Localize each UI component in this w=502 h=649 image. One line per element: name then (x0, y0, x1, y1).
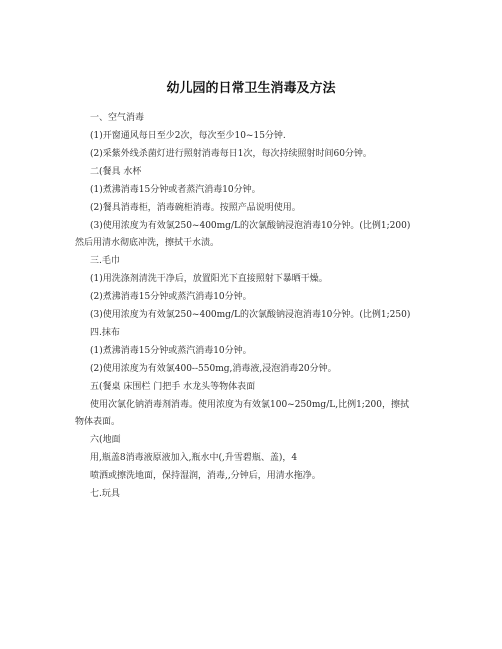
paragraph-line: (3)使用浓度为有效氯250~400mg/L的次氯酸钠浸泡消毒10分钟。(比例1;250) (90, 310, 411, 320)
paragraph-line: 物体表面。 (75, 417, 121, 427)
paragraph-line: (1)用洗涤剂清洗干净后，放置阳光下直接照射下暴晒干燥。 (90, 274, 328, 284)
section-heading-tableware: 二(餐具 水杯 (90, 167, 142, 177)
section-heading-rag: 四.抹布 (90, 328, 120, 338)
paragraph-line: (3)使用浓度为有效氯250~400mg/L的次氯酸钠浸泡消毒10分钟。(比例1;200) (90, 221, 411, 231)
paragraph-line: 喷洒或擦洗地面，保持湿润，消毒,,分钟后，用清水拖净。 (90, 471, 321, 481)
paragraph-line: (2)使用浓度为有效氯400--550mg,消毒液,浸泡消毒20分钟。 (90, 364, 337, 374)
paragraph-line: (2)采紫外线杀菌灯进行照射消毒每日1次，每次持续照射时间60分钟。 (90, 149, 372, 159)
paragraph-line: 用,瓶盖8消毒液原液加入,瓶水中(,升雪碧瓶、盖)，4 (90, 453, 298, 463)
section-heading-toys: 七.玩具 (90, 489, 120, 499)
paragraph-line: (1)煮沸消毒15分钟或蒸汽消毒10分钟。 (90, 346, 252, 356)
section-heading-air: 一、空气消毒 (90, 113, 145, 123)
document-title: 幼儿园的日常卫生消毒及方法 (166, 81, 336, 96)
paragraph-line: 使用次氯化钠消毒剂消毒。使用浓度为有效氯100~250mg/L,比例1;200，擦拭 (90, 400, 410, 410)
paragraph-line: (1)煮沸消毒15分钟或者蒸汽消毒10分钟。 (90, 185, 261, 195)
paragraph-line: (2)煮沸消毒15分钟或蒸汽消毒10分钟。 (90, 292, 252, 302)
section-heading-floor: 六(地面 (90, 435, 121, 445)
paragraph-line: 然后用清水彻底冲洗，擦拭干水渍。 (75, 238, 220, 248)
section-heading-surfaces: 五(餐桌 床围栏 门把手 水龙头等物体表面 (90, 382, 256, 392)
paragraph-line: (1)开窗通风每日至少2次，每次至少10~15分钟. (90, 131, 286, 141)
paragraph-line: (2)餐具消毒柜，消毒碗柜消毒。按照产品说明使用。 (90, 203, 301, 213)
section-heading-towel: 三.毛巾 (90, 256, 120, 266)
